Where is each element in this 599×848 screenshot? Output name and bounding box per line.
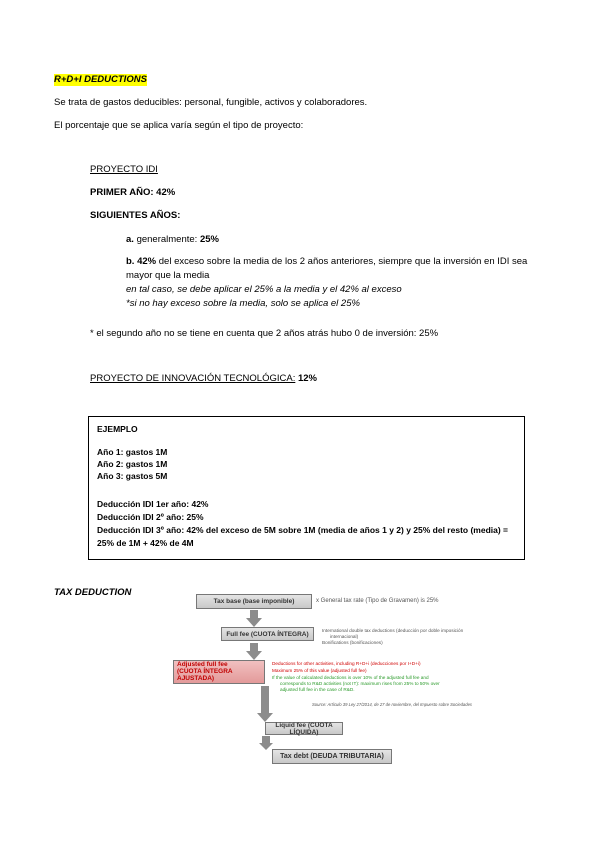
full-fee-note: International double tax deductions (deducción por doble imposición: [322, 628, 464, 633]
example-line: Año 2: gastos 1M: [97, 459, 168, 469]
option-a-text: generalmente:: [133, 234, 200, 245]
example-line: Deducción IDI 1er año: 42%: [97, 499, 209, 509]
example-line: Año 3: gastos 5M: [97, 471, 168, 481]
option-b-text1: del exceso sobre la media de los 2 años anteriores, siempre que la inversión en IDI sea: [156, 256, 528, 267]
intro-text-2: El porcentaje que se aplica varía según el tipo de proyecto:: [54, 120, 304, 131]
innovacion-value: 12%: [295, 373, 317, 384]
example-line: Año 1: gastos 1M: [97, 447, 168, 457]
intro-text-1: Se trata de gastos deducibles: personal, fungible, activos y colaboradores.: [54, 97, 368, 108]
deductions-note: Deductions for other activities, including R+D+i (deducciones por I+D+i): [272, 661, 421, 666]
full-fee-note: internacional): [330, 634, 359, 639]
maximum-note: Maximum 25% of this value (adjusted full fee): [272, 668, 367, 673]
down-arrow-icon: [246, 610, 262, 627]
down-arrow-icon: [259, 736, 273, 750]
full-fee-box: Full fee (CUOTA ÍNTEGRA): [221, 627, 314, 641]
down-arrow-icon: [246, 643, 262, 660]
idi-heading: PROYECTO IDI: [90, 164, 158, 175]
source-note: Source: Artículo 39 Ley 27/2014, de 27 de noviembre, del Impuesto sobre Sociedades: [312, 702, 473, 707]
tax-debt-box: Tax debt (DEUDA TRIBUTARIA): [272, 749, 392, 764]
example-line: Deducción IDI 2º año: 25%: [97, 512, 204, 522]
adjusted-full-fee-sublabel: (CUOTA ÍNTEGRA AJUSTADA): [177, 668, 233, 682]
tax-rate-note: x General tax rate (Tipo de Gravamen) is 25%: [316, 598, 439, 604]
section-title-rdi: R+D+I DEDUCTIONS: [54, 74, 147, 85]
option-b-label: b.: [126, 256, 135, 267]
example-title: EJEMPLO: [97, 424, 138, 434]
example-line: 25% de 1M + 42% de 4M: [97, 538, 194, 548]
rd-note: If the value of calculated deductions is over 10% of the adjusted full fee and: [272, 675, 429, 680]
option-a-value: 25%: [199, 234, 219, 245]
full-fee-note: Bonifications (bonificaciones): [322, 640, 383, 645]
primer-ano-line: [90, 187, 175, 199]
tax-base-box: Tax base (base imponible): [196, 594, 312, 609]
example-box: [88, 416, 525, 560]
siguientes-anos-heading: SIGUIENTES AÑOS:: [90, 210, 181, 221]
primer-ano-label: PRIMER AÑO:: [90, 187, 157, 198]
option-a-line: [126, 234, 219, 246]
adjusted-full-fee-label: Adjusted full fee: [177, 661, 228, 668]
option-b-italic2: *si no hay exceso sobre la media, solo se aplica el 25%: [126, 298, 360, 309]
tax-deduction-title: TAX DEDUCTION: [54, 587, 132, 598]
primer-ano-value: 42%: [156, 187, 176, 198]
innovacion-line: [90, 373, 317, 385]
adjusted-full-fee-box: [173, 660, 265, 684]
option-b-value: 42%: [134, 256, 157, 267]
option-b-line2: mayor que la media: [126, 270, 210, 281]
rd-note: corresponds to R&D activities (not IT): maximum rises from 25% to 50% over: [280, 681, 440, 686]
option-a-label: a.: [126, 234, 134, 245]
example-line: Deducción IDI 3º año: 42% del exceso de 5M sobre 1M (media de años 1 y 2) y 25% del resto (media) =: [97, 525, 509, 535]
down-arrow-icon: [257, 686, 273, 722]
innovacion-heading: PROYECTO DE INNOVACIÓN TECNOLÓGICA:: [90, 373, 296, 384]
liquid-fee-box: Liquid fee (CUOTA LÍQUIDA): [265, 722, 343, 735]
idi-footnote: * el segundo año no se tiene en cuenta que 2 años atrás hubo 0 de inversión: 25%: [90, 328, 439, 339]
rd-note: adjusted full fee in the case of R&D.: [280, 687, 355, 692]
option-b-line1: [126, 256, 527, 268]
option-b-italic1: en tal caso, se debe aplicar el 25% a la media y el 42% al exceso: [126, 284, 402, 295]
